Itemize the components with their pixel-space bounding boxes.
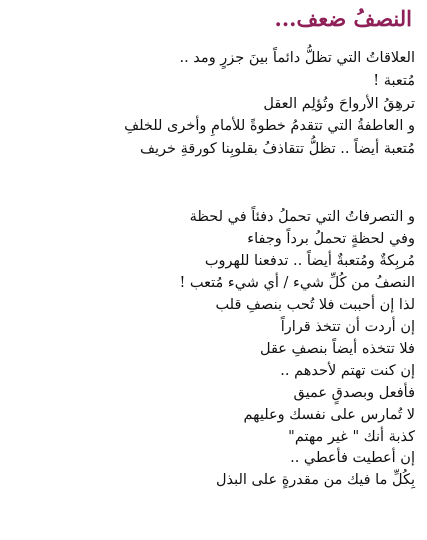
verse-line: إن أعطيت فأعطي .. (290, 450, 415, 467)
verse-line: و العاطفةُ التي تتقدمُ خطوةً للأمامِ وأخرى للخلفِ (124, 118, 415, 135)
verse-line: لا تُمارس على نفسك وعليهم (243, 406, 415, 423)
verse-line: كذبة أنك " غير مهتم" (288, 428, 415, 445)
verse-line: العلاقاتُ التي تظلُّ دائماً بينَ جزرٍ ومد .. (179, 50, 415, 66)
stanza-1 (15, 47, 415, 161)
verse-line: مُتعبة أيضاً .. تظلُّ تتقاذفُ بقلوبِنا كورقةِ خريف (140, 141, 415, 158)
verse-line: مُتعبة ! (373, 72, 415, 89)
verse-line: النصفُ من كُلِّ شيء / أي شيء مُتعب ! (179, 274, 415, 291)
verse-line: إن أردت أن تتخذ قراراً (280, 318, 415, 335)
verse-line: ترهِقُ الأرواحَ وتُؤلِم العقل (263, 95, 415, 112)
verse-line: فلا تتخذه أيضاً بنصفِ عقل (259, 340, 415, 357)
verse-line: فأفعل وبصدقٍ عميق (293, 384, 415, 401)
verse-line: بِكُلِّ ما فيك من مقدرةٍ على البذل (215, 472, 415, 489)
verse-line: و التصرفاتُ التي تحملُ دفئاً في لحظة (189, 209, 415, 225)
verse-line: لذا إن أحببت فلا تُحب بنصفِ قلب (215, 296, 415, 313)
page-title: النصفُ ضعف... (274, 6, 412, 31)
verse-line: إن كنت تهتم لأحدهم .. (280, 362, 415, 379)
verse-line: وفي لحظةٍ تحملُ برداً وجفاء (247, 230, 415, 247)
stanza-2 (15, 207, 415, 492)
verse-line: مُربِكةٌ ومُتعبةٌ أيضاً .. تدفعنا للهروب (204, 252, 415, 269)
